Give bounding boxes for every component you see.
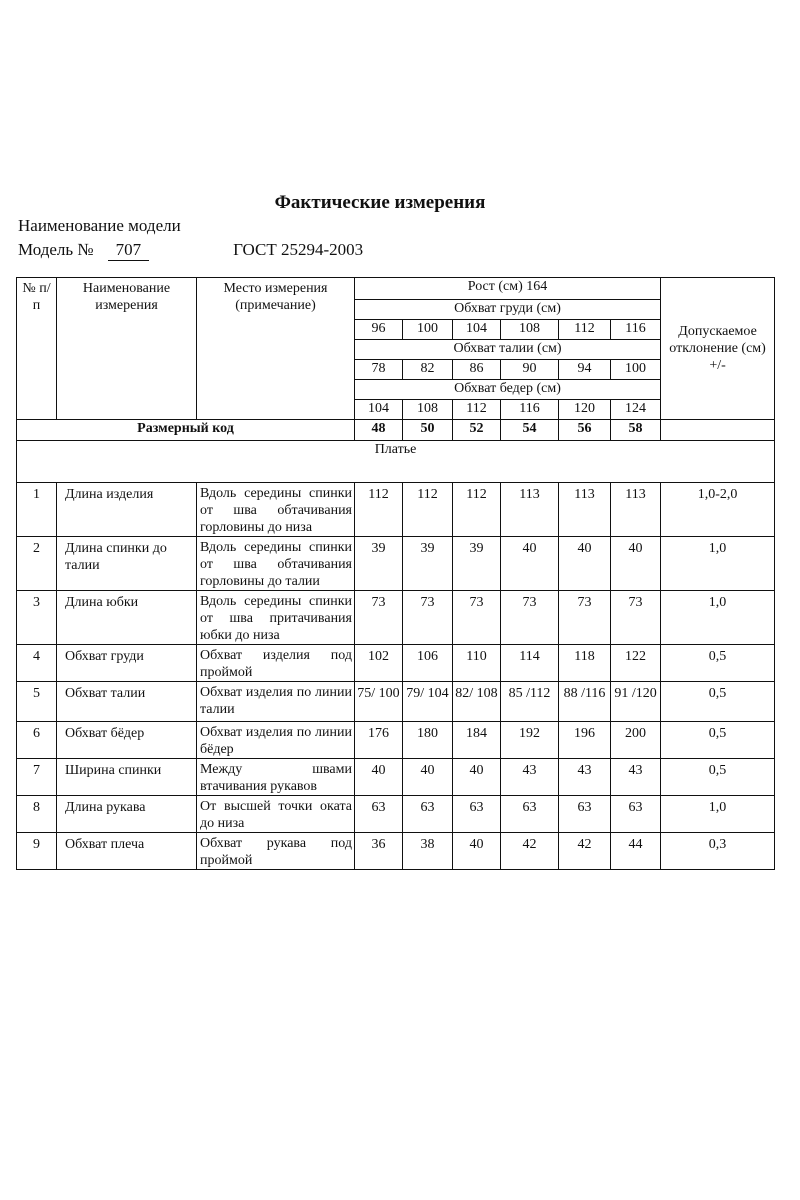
row-value: 39 [355, 537, 403, 591]
chest-value: 108 [501, 320, 559, 340]
row-tolerance: 1,0 [661, 796, 775, 833]
row-value: 40 [403, 759, 453, 796]
row-tolerance: 1,0-2,0 [661, 483, 775, 537]
row-value: 44 [611, 833, 661, 870]
waist-value: 94 [559, 360, 611, 380]
size-code-label: Размерный код [17, 420, 355, 441]
hips-value: 108 [403, 400, 453, 420]
row-value: 184 [453, 722, 501, 759]
row-value: 112 [453, 483, 501, 537]
hips-value: 112 [453, 400, 501, 420]
row-place: Обхват изделия по линии талии [197, 682, 355, 722]
row-place: Вдоль середины спинки от шва обтачивания горловины до низа [197, 483, 355, 537]
row-tolerance: 0,3 [661, 833, 775, 870]
row-name: Обхват талии [57, 682, 197, 722]
row-name: Длина рукава [57, 796, 197, 833]
row-value: 112 [403, 483, 453, 537]
row-value: 102 [355, 645, 403, 682]
size-code: 58 [611, 420, 661, 441]
row-place: Между швами втачивания рукавов [197, 759, 355, 796]
row-num: 2 [17, 537, 57, 591]
table-row [17, 796, 775, 833]
row-place: От высшей точки оката до низа [197, 796, 355, 833]
waist-value: 86 [453, 360, 501, 380]
row-name: Обхват плеча [57, 833, 197, 870]
row-tolerance: 0,5 [661, 759, 775, 796]
row-value: 79/ 104 [403, 682, 453, 722]
row-value: 113 [611, 483, 661, 537]
header-chest-label: Обхват груди (см) [355, 300, 661, 320]
row-value: 73 [501, 591, 559, 645]
row-value: 118 [559, 645, 611, 682]
model-name-label: Наименование модели [18, 216, 181, 235]
waist-value: 90 [501, 360, 559, 380]
row-value: 110 [453, 645, 501, 682]
row-value: 122 [611, 645, 661, 682]
header-tolerance: Допускаемое отклонение (см) +/- [661, 278, 775, 420]
chest-value: 104 [453, 320, 501, 340]
header-num: № п/п [17, 278, 57, 420]
row-value: 73 [355, 591, 403, 645]
row-num: 3 [17, 591, 57, 645]
row-value: 73 [453, 591, 501, 645]
row-place: Вдоль середины спинки от шва обтачивания горловины до талии [197, 537, 355, 591]
waist-value: 100 [611, 360, 661, 380]
size-code: 50 [403, 420, 453, 441]
header-hips-label: Обхват бедер (см) [355, 380, 661, 400]
row-place: Обхват изделия под проймой [197, 645, 355, 682]
row-name: Обхват груди [57, 645, 197, 682]
row-value: 73 [403, 591, 453, 645]
row-value: 40 [501, 537, 559, 591]
row-name: Ширина спинки [57, 759, 197, 796]
row-num: 1 [17, 483, 57, 537]
table-row [17, 722, 775, 759]
row-value: 40 [453, 759, 501, 796]
table-row [17, 682, 775, 722]
table-row [17, 833, 775, 870]
waist-value: 82 [403, 360, 453, 380]
row-value: 112 [355, 483, 403, 537]
row-value: 113 [501, 483, 559, 537]
page-title: Фактические измерения [274, 192, 486, 213]
row-value: 43 [501, 759, 559, 796]
row-value: 113 [559, 483, 611, 537]
row-value: 39 [403, 537, 453, 591]
row-value: 39 [453, 537, 501, 591]
row-value: 63 [501, 796, 559, 833]
row-tolerance: 1,0 [661, 537, 775, 591]
hips-value: 120 [559, 400, 611, 420]
model-info-line [18, 240, 363, 261]
row-place: Вдоль середины спинки от шва притачивания юбки до низа [197, 591, 355, 645]
row-num: 8 [17, 796, 57, 833]
table-row [17, 645, 775, 682]
row-num: 9 [17, 833, 57, 870]
header-place: Место измерения (примечание) [197, 278, 355, 420]
hips-value: 116 [501, 400, 559, 420]
table-row [17, 537, 775, 591]
waist-value: 78 [355, 360, 403, 380]
row-place: Обхват изделия по линии бёдер [197, 722, 355, 759]
row-value: 192 [501, 722, 559, 759]
row-num: 5 [17, 682, 57, 722]
measurements-table [16, 277, 775, 870]
row-name: Обхват бёдер [57, 722, 197, 759]
row-value: 40 [355, 759, 403, 796]
row-value: 73 [559, 591, 611, 645]
row-value: 91 /120 [611, 682, 661, 722]
row-value: 43 [559, 759, 611, 796]
row-value: 42 [501, 833, 559, 870]
row-num: 7 [17, 759, 57, 796]
row-value: 63 [355, 796, 403, 833]
gost-standard: ГОСТ 25294-2003 [233, 240, 364, 259]
model-number: 707 [108, 240, 150, 261]
header-name: Наименование измерения [57, 278, 197, 420]
header-waist-label: Обхват талии (см) [355, 340, 661, 360]
row-tolerance: 0,5 [661, 645, 775, 682]
row-value: 88 /116 [559, 682, 611, 722]
row-value: 200 [611, 722, 661, 759]
row-place: Обхват рукава под проймой [197, 833, 355, 870]
row-value: 63 [559, 796, 611, 833]
row-value: 114 [501, 645, 559, 682]
size-code: 54 [501, 420, 559, 441]
chest-value: 100 [403, 320, 453, 340]
header-height: Рост (см) 164 [355, 278, 661, 300]
row-value: 63 [403, 796, 453, 833]
size-code-empty [661, 420, 775, 441]
table-row [17, 483, 775, 537]
row-value: 63 [453, 796, 501, 833]
table-row [17, 591, 775, 645]
row-value: 196 [559, 722, 611, 759]
table-row [17, 759, 775, 796]
row-value: 106 [403, 645, 453, 682]
row-num: 4 [17, 645, 57, 682]
row-value: 40 [611, 537, 661, 591]
row-value: 85 /112 [501, 682, 559, 722]
row-num: 6 [17, 722, 57, 759]
row-value: 75/ 100 [355, 682, 403, 722]
hips-value: 124 [611, 400, 661, 420]
row-value: 73 [611, 591, 661, 645]
row-tolerance: 0,5 [661, 722, 775, 759]
row-name: Длина изделия [57, 483, 197, 537]
size-code: 56 [559, 420, 611, 441]
row-value: 82/ 108 [453, 682, 501, 722]
row-value: 42 [559, 833, 611, 870]
row-value: 176 [355, 722, 403, 759]
row-value: 36 [355, 833, 403, 870]
row-value: 63 [611, 796, 661, 833]
row-name: Длина спинки до талии [57, 537, 197, 591]
model-number-label: Модель № [18, 240, 94, 259]
chest-value: 112 [559, 320, 611, 340]
chest-value: 116 [611, 320, 661, 340]
size-code-row [17, 420, 775, 441]
size-code: 48 [355, 420, 403, 441]
row-value: 40 [559, 537, 611, 591]
row-tolerance: 0,5 [661, 682, 775, 722]
row-value: 43 [611, 759, 661, 796]
chest-value: 96 [355, 320, 403, 340]
size-code: 52 [453, 420, 501, 441]
row-tolerance: 1,0 [661, 591, 775, 645]
row-value: 40 [453, 833, 501, 870]
row-value: 180 [403, 722, 453, 759]
hips-value: 104 [355, 400, 403, 420]
section-title: Платье [17, 441, 775, 483]
row-name: Длина юбки [57, 591, 197, 645]
row-value: 38 [403, 833, 453, 870]
